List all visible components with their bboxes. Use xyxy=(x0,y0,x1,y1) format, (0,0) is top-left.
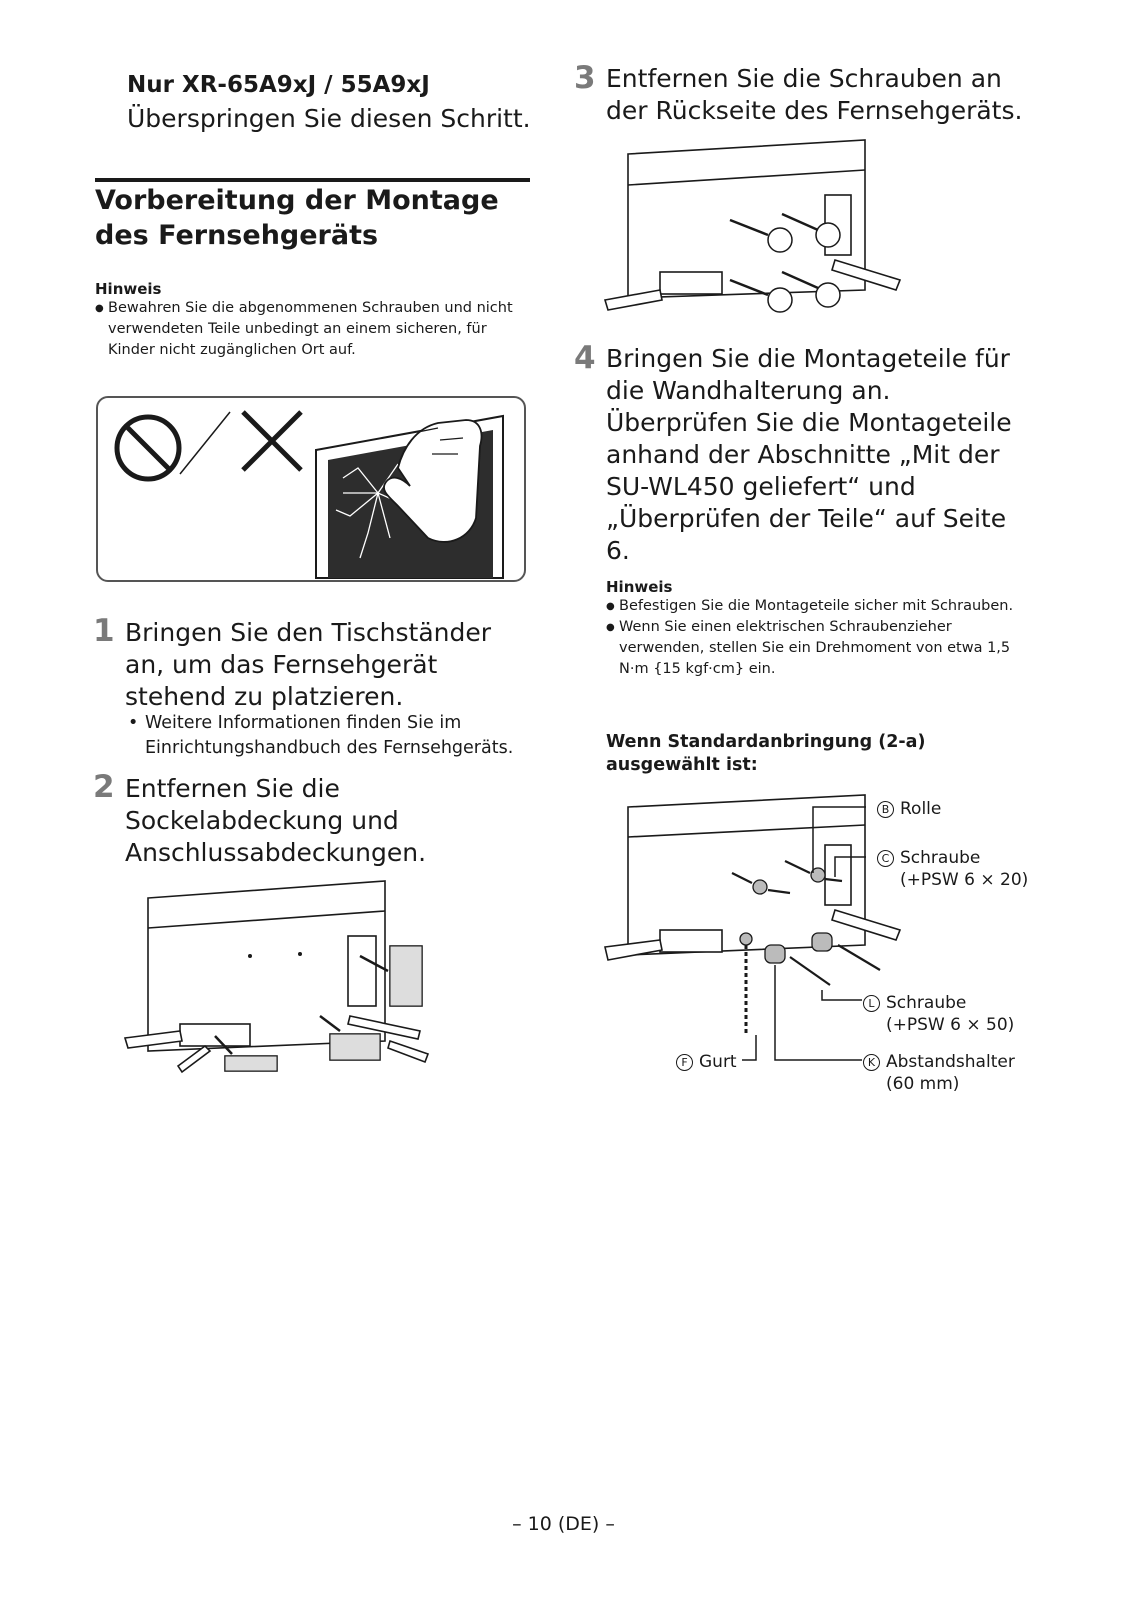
note-heading: Hinweis xyxy=(95,280,162,298)
standard-mount-illustration xyxy=(600,795,880,1070)
page-number: – 10 (DE) – xyxy=(512,1513,615,1535)
letter-badge-l: L xyxy=(863,995,880,1012)
note-block-2 xyxy=(606,578,1026,680)
cross-icon xyxy=(243,412,301,470)
step-4-number: 4 xyxy=(574,340,596,376)
callout-abstandshalter-spec: (60 mm) xyxy=(886,1074,960,1094)
step-1-number: 1 xyxy=(93,613,115,649)
letter-badge-k: K xyxy=(863,1054,880,1071)
step-1-bullet-text: Weitere Informationen finden Sie im Einrichtungshandbuch des Fernsehgeräts. xyxy=(145,713,514,758)
step-1-text: Bringen Sie den Tischständer an, um das Fernsehgerät stehend zu platzieren. xyxy=(125,618,492,711)
tv-pressing-illustration xyxy=(316,416,503,578)
note-list xyxy=(606,596,1026,680)
callout-gurt-label: Gurt xyxy=(699,1052,737,1072)
note-list xyxy=(95,298,535,361)
standard-mount-heading-line2: ausgewählt ist: xyxy=(606,755,758,775)
standard-mount-heading-line1: Wenn Standardanbringung (2-a) xyxy=(606,732,926,752)
section-divider xyxy=(95,178,530,182)
callout-abstandshalter-label: Abstandshalter xyxy=(886,1052,1015,1072)
step-2-number: 2 xyxy=(93,769,115,805)
section-heading-line2: des Fernsehgeräts xyxy=(95,220,379,251)
prohibited-icon xyxy=(117,417,179,479)
bullet-dot: • xyxy=(128,713,139,733)
callout-schraube-c-spec: (+PSW 6 × 20) xyxy=(900,870,1029,890)
model-title: Nur XR-65A9xJ / 55A9xJ xyxy=(127,72,430,98)
note-item: ● Wenn Sie einen elektrischen Schraubenzieher verwenden, stellen Sie ein Drehmoment von etwa 1,5 N·m {15 kgf·cm} ein. xyxy=(606,617,1026,680)
step-2-text: Entfernen Sie die Sockelabdeckung und Anschlussabdeckungen. xyxy=(125,774,427,867)
section-heading-line1: Vorbereitung der Montage xyxy=(95,185,499,216)
step-1-bullet xyxy=(130,711,540,761)
skip-instruction: Überspringen Sie diesen Schritt. xyxy=(127,104,531,133)
letter-badge-f: F xyxy=(676,1054,693,1071)
letter-badge-c: C xyxy=(877,850,894,867)
letter-badge-b: B xyxy=(877,801,894,818)
step-3-number: 3 xyxy=(574,60,596,96)
callout-schraube-c-label: Schraube xyxy=(900,848,981,868)
note-item: ● Befestigen Sie die Montageteile sicher mit Schrauben. xyxy=(606,596,1026,617)
note-heading: Hinweis xyxy=(606,578,673,596)
warning-illustration-box xyxy=(96,396,526,582)
step-2-illustration xyxy=(120,876,440,1086)
warning-illustration xyxy=(98,398,524,580)
step-3-illustration xyxy=(600,140,920,325)
callout-schraube-l-spec: (+PSW 6 × 50) xyxy=(886,1015,1015,1035)
callout-gurt xyxy=(676,1051,737,1073)
section-heading xyxy=(95,183,535,253)
note-item: ● Bewahren Sie die abgenommenen Schrauben und nicht verwendeten Teile unbedingt an einem sicheren, für Kinder nicht zugänglichen Ort auf. xyxy=(95,298,535,361)
standard-mount-heading xyxy=(606,731,1006,777)
divider-slash xyxy=(180,412,230,474)
callout-schraube-c xyxy=(877,847,1028,891)
callout-schraube-l-label: Schraube xyxy=(886,993,967,1013)
callout-rolle xyxy=(877,798,941,820)
callout-schraube-l xyxy=(863,992,1014,1036)
callout-rolle-label: Rolle xyxy=(900,799,942,819)
callout-abstandshalter xyxy=(863,1051,1015,1095)
note-block-1 xyxy=(95,280,535,361)
step-3-text: Entfernen Sie die Schrauben an der Rückseite des Fernsehgeräts. xyxy=(606,64,1023,125)
step-4-text: Bringen Sie die Montageteile für die Wandhalterung an. Überprüfen Sie die Montageteile anhand der Abschnitte „Mit der SU-WL450 geliefert“ und „Überprüfen der Teile“ auf Seite 6. xyxy=(606,344,1012,565)
